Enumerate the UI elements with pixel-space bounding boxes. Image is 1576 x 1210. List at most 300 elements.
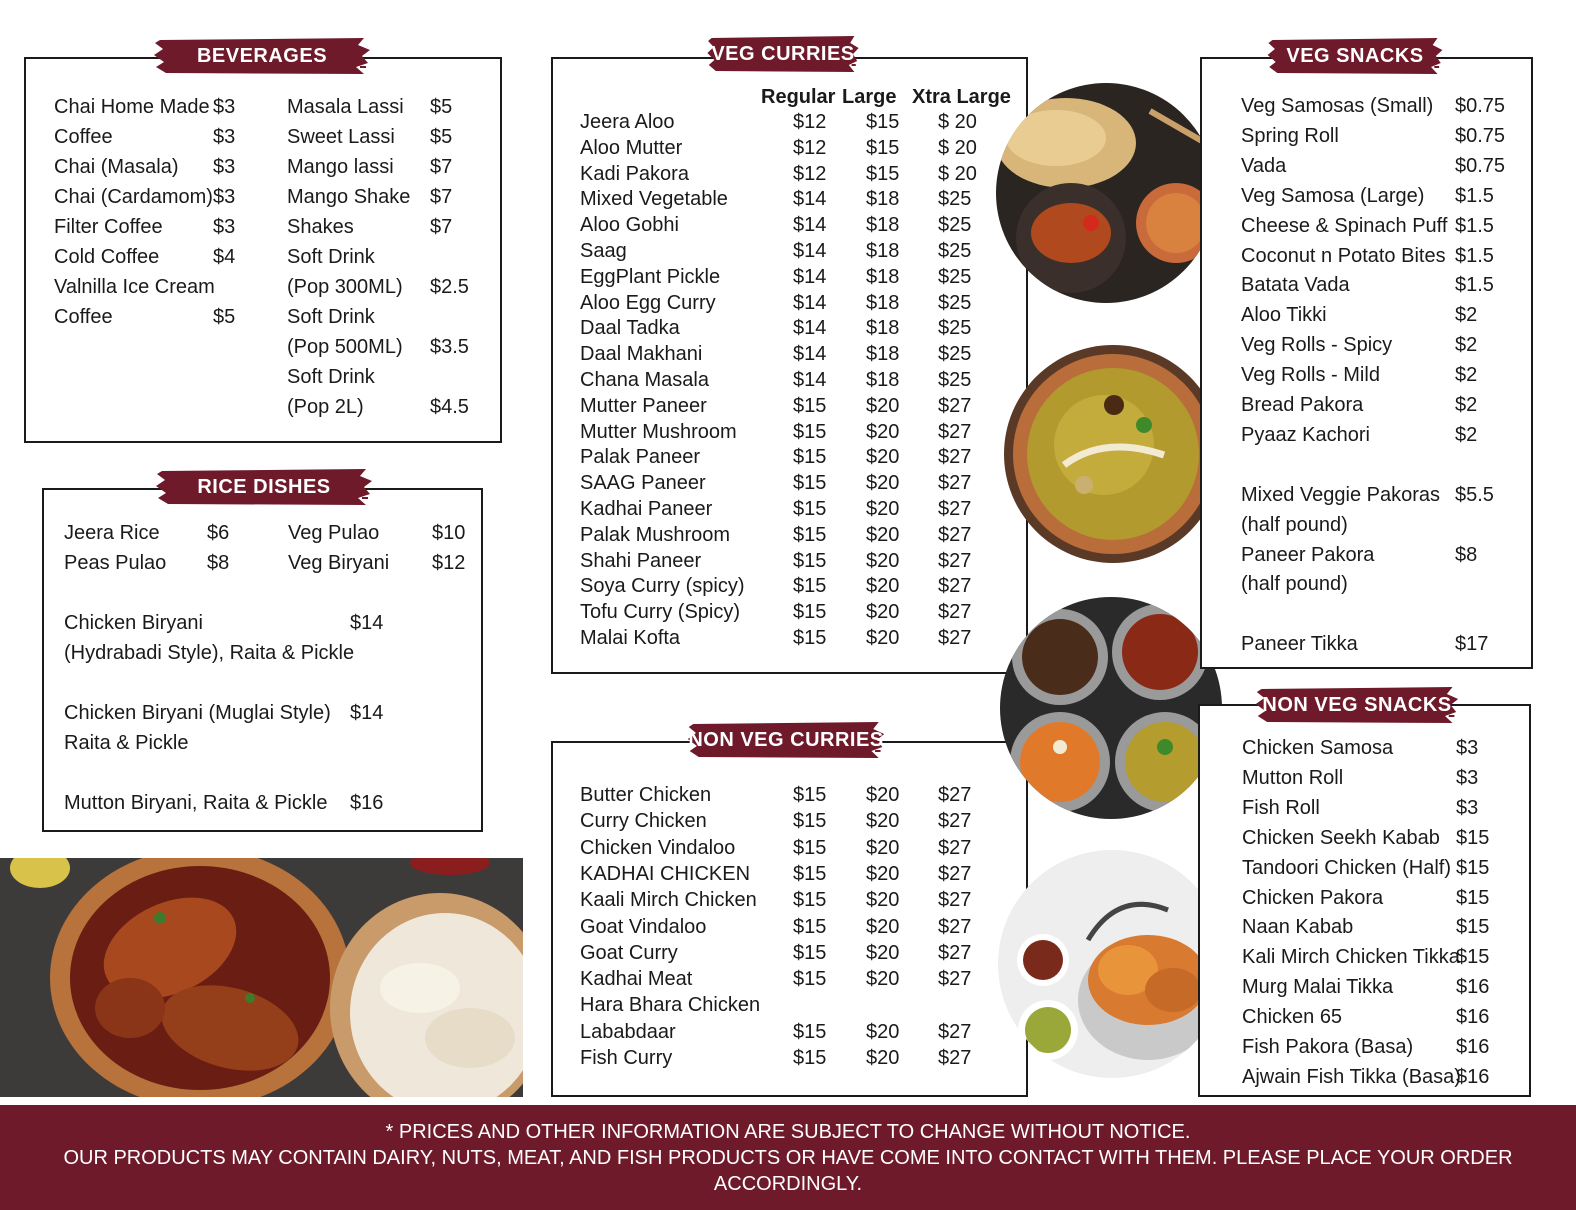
item-name: Chai (Cardamom): [54, 186, 213, 208]
curry-price-l: $20: [866, 1047, 900, 1069]
menu-item: [64, 788, 464, 818]
beverages-list-right: [287, 92, 477, 422]
curry-price-r: $15: [793, 446, 827, 469]
menu-item: [1242, 943, 1522, 973]
curry-price-r: $15: [793, 784, 827, 806]
item-name: Murg Malai Tikka: [1242, 976, 1394, 999]
curry-price-x: $27: [938, 627, 972, 649]
item-name: Tandoori Chicken (Half): [1242, 856, 1451, 879]
item-name: Spring Roll: [1241, 124, 1339, 147]
curry-price-r: $15: [793, 915, 827, 938]
curry-name: Curry Chicken: [580, 810, 707, 833]
curry-name: Daal Makhani: [580, 343, 703, 366]
item-price: $16: [350, 792, 384, 814]
veg-snacks-banner: [1266, 36, 1444, 76]
item-price: $16: [1456, 1006, 1490, 1029]
footer-line-1: * PRICES AND OTHER INFORMATION ARE SUBJECT TO CHANGE WITHOUT NOTICE.: [385, 1121, 1191, 1143]
curry-price-r: $14: [793, 265, 827, 288]
rice-list-top-right: [288, 518, 468, 578]
curry-price-x: $27: [938, 1047, 972, 1069]
menu-item: [1241, 451, 1521, 481]
curry-row: [580, 368, 1020, 394]
item-name: Soft Drink: [287, 306, 375, 328]
curry-row: [580, 445, 1020, 471]
curry-row: [580, 291, 1020, 317]
menu-item: [1242, 734, 1522, 764]
menu-item: [64, 758, 464, 788]
item-name: Fish Pakora (Basa): [1242, 1036, 1414, 1058]
item-name: Coffee: [54, 126, 113, 148]
menu-item: [1241, 570, 1521, 600]
item-price: $16: [1456, 976, 1490, 999]
item-name: Raita & Pickle: [64, 732, 189, 754]
menu-item: [1241, 92, 1521, 122]
item-price: $16: [1456, 1036, 1490, 1058]
item-name: (half pound): [1241, 573, 1348, 596]
curry-row: [580, 471, 1020, 497]
item-price: $3: [213, 126, 236, 148]
curry-name: Kaali Mirch Chicken: [580, 889, 757, 912]
curry-name: Chicken Vindaloo: [580, 836, 736, 859]
menu-item: [54, 242, 244, 272]
item-name: (Pop 500ML): [287, 336, 403, 358]
curry-price-r: $15: [793, 889, 827, 912]
veg-curries-list: [580, 110, 1020, 660]
item-name: Bread Pakora: [1241, 394, 1364, 416]
item-name: Naan Kabab: [1242, 916, 1354, 939]
item-price: $8: [207, 552, 230, 574]
curry-row: [580, 808, 1020, 834]
curry-price-r: $15: [793, 601, 827, 624]
menu-item: [64, 698, 464, 728]
item-name: Veg Rolls - Spicy: [1241, 334, 1393, 357]
curry-price-x: $27: [938, 784, 972, 806]
curry-price-l: $20: [866, 601, 900, 624]
item-name: Mango lassi: [287, 156, 394, 178]
curry-price-l: $20: [866, 575, 900, 598]
curry-row: [580, 420, 1020, 446]
item-name: (half pound): [1241, 513, 1348, 536]
item-name: Soft Drink: [287, 246, 375, 268]
curry-price-l: $20: [866, 498, 900, 520]
item-name: Chicken Pakora: [1242, 886, 1384, 909]
curry-price-x: $27: [938, 549, 972, 572]
nonveg-curries-list: [580, 782, 1020, 1082]
curry-row: [580, 213, 1020, 239]
item-name: Valnilla Ice Cream: [54, 276, 215, 298]
item-name: Vada: [1241, 154, 1287, 177]
menu-item: [288, 548, 468, 578]
menu-item: [1241, 271, 1521, 301]
item-price: $3: [213, 96, 236, 118]
curry-price-l: $18: [866, 240, 900, 262]
curry-name: Chana Masala: [580, 369, 709, 391]
curry-row: [580, 887, 1020, 913]
menu-item: [1242, 884, 1522, 914]
item-price: $17: [1455, 633, 1489, 656]
item-price: $8: [1455, 543, 1478, 566]
item-name: Mango Shake: [287, 186, 411, 208]
curry-name: SAAG Paneer: [580, 472, 706, 495]
curry-price-l: $18: [866, 291, 900, 314]
item-name: Veg Rolls - Mild: [1241, 364, 1380, 387]
curry-price-x: $27: [938, 941, 972, 964]
veg-curries-header: [580, 86, 1020, 110]
curry-price-l: $18: [866, 343, 900, 366]
curry-price-r: $15: [793, 810, 827, 833]
menu-item: [287, 362, 477, 392]
menu-item: [64, 608, 464, 638]
menu-item: [64, 518, 244, 548]
curry-price-l: $20: [866, 941, 900, 964]
item-name: Chai Home Made: [54, 96, 210, 118]
curry-price-x: $27: [938, 810, 972, 833]
menu-item: [287, 302, 477, 332]
footer-disclaimer: [0, 1105, 1576, 1210]
veg-snacks-list: [1241, 92, 1521, 662]
curry-price-l: $20: [866, 810, 900, 833]
item-price: $2: [1455, 334, 1478, 357]
curry-row: [580, 914, 1020, 940]
curry-name: Hara Bhara Chicken: [580, 994, 761, 1017]
curry-price-x: $25: [938, 369, 972, 391]
item-name: Ajwain Fish Tikka (Basa): [1242, 1065, 1461, 1088]
curry-price-x: $25: [938, 343, 972, 366]
menu-item: [64, 668, 464, 698]
beverages-list-left: [54, 92, 244, 422]
curry-row: [580, 136, 1020, 162]
menu-item: [1242, 1033, 1522, 1063]
curry-row: [580, 162, 1020, 188]
curry-row: [580, 1019, 1020, 1045]
item-name: Batata Vada: [1241, 274, 1350, 297]
menu-item: [1241, 600, 1521, 630]
item-name: Coffee: [54, 306, 113, 328]
curry-name: Saag: [580, 240, 627, 262]
rice-dishes-banner: [154, 467, 374, 507]
curry-name: Butter Chicken: [580, 784, 712, 806]
menu-item: [1242, 1063, 1522, 1093]
item-price: $3: [213, 156, 236, 178]
curry-price-x: $25: [938, 188, 972, 211]
curry-price-r: $14: [793, 240, 827, 262]
item-name: Peas Pulao: [64, 552, 167, 574]
curry-row: [580, 239, 1020, 265]
item-price: $6: [207, 522, 230, 544]
curry-row: [580, 523, 1020, 549]
item-name: (Pop 300ML): [287, 276, 403, 298]
curry-price-r: $14: [793, 343, 827, 366]
naan-curry-photo: [996, 83, 1216, 303]
menu-item: [287, 272, 477, 302]
curry-row: [580, 861, 1020, 887]
curry-price-x: $27: [938, 601, 972, 624]
footer-line-2: OUR PRODUCTS MAY CONTAIN DAIRY, NUTS, MEAT, AND FISH PRODUCTS OR HAVE COME INTO CONTACT WITH THEM. PLEASE PLACE YOUR ORDER ACCORDINGLY.: [63, 1147, 1513, 1195]
curry-price-x: $25: [938, 291, 972, 314]
curry-row: [580, 265, 1020, 291]
curry-name: Lababdaar: [580, 1020, 676, 1043]
curry-price-r: $15: [793, 472, 827, 495]
item-price: $1.5: [1455, 184, 1494, 207]
curry-name: Soya Curry (spicy): [580, 575, 745, 598]
curry-name: Mixed Vegetable: [580, 188, 728, 211]
curry-price-l: $20: [866, 394, 900, 417]
item-name: Chicken Biryani: [64, 612, 203, 634]
curry-price-r: $15: [793, 862, 827, 885]
menu-item: [287, 182, 477, 212]
item-name: Paneer Pakora: [1241, 543, 1375, 566]
item-price: $5: [213, 306, 236, 328]
curry-row: [580, 394, 1020, 420]
curry-price-x: $25: [938, 317, 972, 340]
curry-price-x: $27: [938, 523, 972, 546]
item-name: Veg Samosas (Small): [1241, 95, 1434, 117]
curry-price-x: $27: [938, 446, 972, 469]
beverages-banner: [152, 36, 372, 76]
item-name: Shakes: [287, 216, 354, 238]
item-name: Jeera Rice: [64, 522, 160, 544]
item-price: $14: [350, 702, 384, 724]
curry-price-x: $27: [938, 862, 972, 885]
item-price: $10: [432, 522, 466, 544]
item-name: Kali Mirch Chicken Tikka: [1242, 946, 1460, 969]
item-name: Chicken Seekh Kabab: [1242, 826, 1440, 849]
curry-row: [580, 782, 1020, 808]
menu-item: [64, 728, 464, 758]
item-name: Masala Lassi: [287, 96, 404, 118]
item-price: $12: [432, 552, 466, 574]
menu-item: [54, 302, 244, 332]
curry-price-r: $12: [793, 111, 827, 133]
menu-item: [1241, 421, 1521, 451]
item-price: $15: [1456, 916, 1490, 939]
item-price: $14: [350, 612, 384, 634]
curry-row: [580, 600, 1020, 626]
curry-name: KADHAI CHICKEN: [580, 862, 751, 885]
veg-curries-title: VEG CURRIES: [711, 42, 855, 65]
item-price: $7: [430, 156, 453, 178]
curry-price-l: $18: [866, 369, 900, 391]
curry-name: Mutter Paneer: [580, 394, 707, 417]
menu-item: [287, 152, 477, 182]
menu-item: [64, 638, 464, 668]
curry-price-l: $20: [866, 915, 900, 938]
curry-name: Mutter Mushroom: [580, 420, 737, 443]
menu-item: [1242, 794, 1522, 824]
item-price: $3.5: [430, 336, 469, 358]
item-name: Chai (Masala): [54, 156, 179, 178]
item-name: Veg Biryani: [288, 552, 390, 574]
menu-item: [54, 122, 244, 152]
menu-item: [287, 242, 477, 272]
curry-name: Aloo Mutter: [580, 136, 683, 159]
menu-item: [287, 92, 477, 122]
item-name: Cold Coffee: [54, 246, 160, 268]
item-price: $0.75: [1455, 124, 1506, 147]
menu-item: [288, 518, 468, 548]
menu-item: [1241, 212, 1521, 242]
header-regular: Regular: [761, 86, 836, 108]
curry-price-l: $20: [866, 472, 900, 495]
item-price: $0.75: [1455, 154, 1506, 177]
curry-price-l: $20: [866, 549, 900, 572]
menu-item: [287, 122, 477, 152]
curry-price-r: $15: [793, 836, 827, 859]
item-price: $3: [213, 186, 236, 208]
curry-price-r: $14: [793, 214, 827, 237]
menu-item: [1241, 361, 1521, 391]
curry-price-r: $15: [793, 498, 827, 520]
item-name: Fish Roll: [1242, 796, 1320, 819]
curry-price-r: $14: [793, 188, 827, 211]
curry-price-l: $20: [866, 446, 900, 469]
item-name: Mutton Biryani, Raita & Pickle: [64, 792, 328, 814]
curry-row: [580, 316, 1020, 342]
nonveg-curries-banner: [686, 720, 886, 760]
item-name: Chicken 65: [1242, 1006, 1343, 1029]
item-price: $1.5: [1455, 244, 1494, 267]
curry-price-x: $27: [938, 575, 972, 598]
curry-price-x: $27: [938, 420, 972, 443]
menu-item: [54, 212, 244, 242]
veg-snacks-title: VEG SNACKS: [1286, 44, 1424, 67]
curry-price-l: $20: [866, 420, 900, 443]
menu-item: [1241, 391, 1521, 421]
veg-curries-banner: [706, 34, 860, 74]
item-price: $7: [430, 186, 453, 208]
curry-price-x: $ 20: [938, 162, 977, 185]
curry-name: Goat Vindaloo: [580, 915, 707, 938]
curry-price-x: $ 20: [938, 111, 977, 133]
curry-name: EggPlant Pickle: [580, 265, 721, 288]
menu-item: [1241, 481, 1521, 511]
curry-price-l: $20: [866, 968, 900, 991]
menu-item: [1241, 630, 1521, 660]
curry-price-l: $20: [866, 1020, 900, 1043]
item-price: $2: [1455, 423, 1478, 446]
curry-price-r: $15: [793, 394, 827, 417]
menu-item: [54, 182, 244, 212]
curry-price-x: $25: [938, 214, 972, 237]
item-price: $3: [213, 216, 236, 238]
item-price: $3: [1456, 766, 1479, 789]
curry-name: Kadi Pakora: [580, 162, 689, 185]
curry-price-x: $27: [938, 968, 972, 991]
item-price: $15: [1456, 946, 1490, 969]
paneer-curry-photo: [1004, 345, 1222, 563]
curry-row: [580, 549, 1020, 575]
curry-price-x: $27: [938, 472, 972, 495]
item-name: Cheese & Spinach Puff: [1241, 214, 1448, 237]
curry-row: [580, 574, 1020, 600]
menu-item: [54, 92, 244, 122]
curry-row: [580, 1045, 1020, 1071]
item-name: Mutton Roll: [1242, 766, 1344, 789]
menu-item: [1242, 973, 1522, 1003]
curry-price-x: $27: [938, 394, 972, 417]
nonveg-snacks-title: NON VEG SNACKS: [1262, 693, 1452, 716]
four-curries-photo: [1000, 597, 1222, 819]
menu-item: [1242, 824, 1522, 854]
menu-item: [1241, 331, 1521, 361]
menu-item: [287, 212, 477, 242]
item-name: Mixed Veggie Pakoras: [1241, 483, 1441, 506]
menu-item: [287, 392, 477, 422]
curry-price-x: $27: [938, 498, 972, 520]
item-price: $15: [1456, 826, 1490, 849]
curry-price-x: $27: [938, 836, 972, 859]
curry-price-l: $15: [866, 162, 900, 185]
item-price: $4: [213, 246, 236, 268]
item-price: $2.5: [430, 276, 469, 298]
menu-item: [1241, 242, 1521, 272]
menu-item: [1242, 913, 1522, 943]
curry-name: Fish Curry: [580, 1047, 673, 1069]
curry-price-l: $20: [866, 889, 900, 912]
curry-price-l: $20: [866, 862, 900, 885]
curry-name: Palak Paneer: [580, 446, 701, 469]
header-large: Large: [842, 86, 897, 108]
curry-price-r: $15: [793, 941, 827, 964]
item-name: Sweet Lassi: [287, 126, 395, 148]
curry-row: [580, 966, 1020, 992]
item-name: Coconut n Potato Bites: [1241, 244, 1446, 267]
pakora-photo: [998, 850, 1226, 1078]
rice-list-biryani: [64, 608, 464, 818]
item-price: $2: [1455, 394, 1478, 416]
menu-item: [1242, 1003, 1522, 1033]
menu-item: [287, 332, 477, 362]
curry-name: Kadhai Meat: [580, 968, 693, 991]
curry-row: [580, 342, 1020, 368]
menu-item: [54, 152, 244, 182]
item-name: Filter Coffee: [54, 216, 163, 238]
curry-price-r: $15: [793, 1047, 827, 1069]
item-name: Paneer Tikka: [1241, 633, 1358, 656]
curry-row: [580, 626, 1020, 652]
item-name: Veg Pulao: [288, 522, 380, 544]
curry-price-x: $27: [938, 889, 972, 912]
item-name: Chicken Biryani (Muglai Style): [64, 702, 331, 724]
header-xtra-large: Xtra Large: [912, 86, 1011, 108]
curry-row: [580, 497, 1020, 523]
item-name: Chicken Samosa: [1242, 737, 1394, 759]
curry-price-l: $20: [866, 627, 900, 649]
item-price: $3: [1456, 796, 1479, 819]
item-price: $5: [430, 96, 453, 118]
rice-list-top-left: [64, 518, 244, 578]
menu-item: [1241, 511, 1521, 541]
curry-name: Shahi Paneer: [580, 549, 702, 572]
curry-price-r: $15: [793, 523, 827, 546]
menu-item: [64, 548, 244, 578]
item-name: Pyaaz Kachori: [1241, 423, 1370, 446]
item-name: Soft Drink: [287, 366, 375, 388]
curry-price-l: $15: [866, 136, 900, 159]
curry-price-l: $20: [866, 523, 900, 546]
curry-name: Aloo Egg Curry: [580, 291, 716, 314]
curry-price-r: $12: [793, 136, 827, 159]
nonveg-snacks-list: [1242, 734, 1522, 1094]
curry-price-l: $18: [866, 214, 900, 237]
curry-row: [580, 992, 1020, 1018]
menu-item: [1241, 122, 1521, 152]
curry-price-r: $14: [793, 369, 827, 391]
curry-price-x: $25: [938, 240, 972, 262]
curry-name: Kadhai Paneer: [580, 498, 713, 520]
curry-price-x: $27: [938, 1020, 972, 1043]
curry-price-r: $15: [793, 420, 827, 443]
